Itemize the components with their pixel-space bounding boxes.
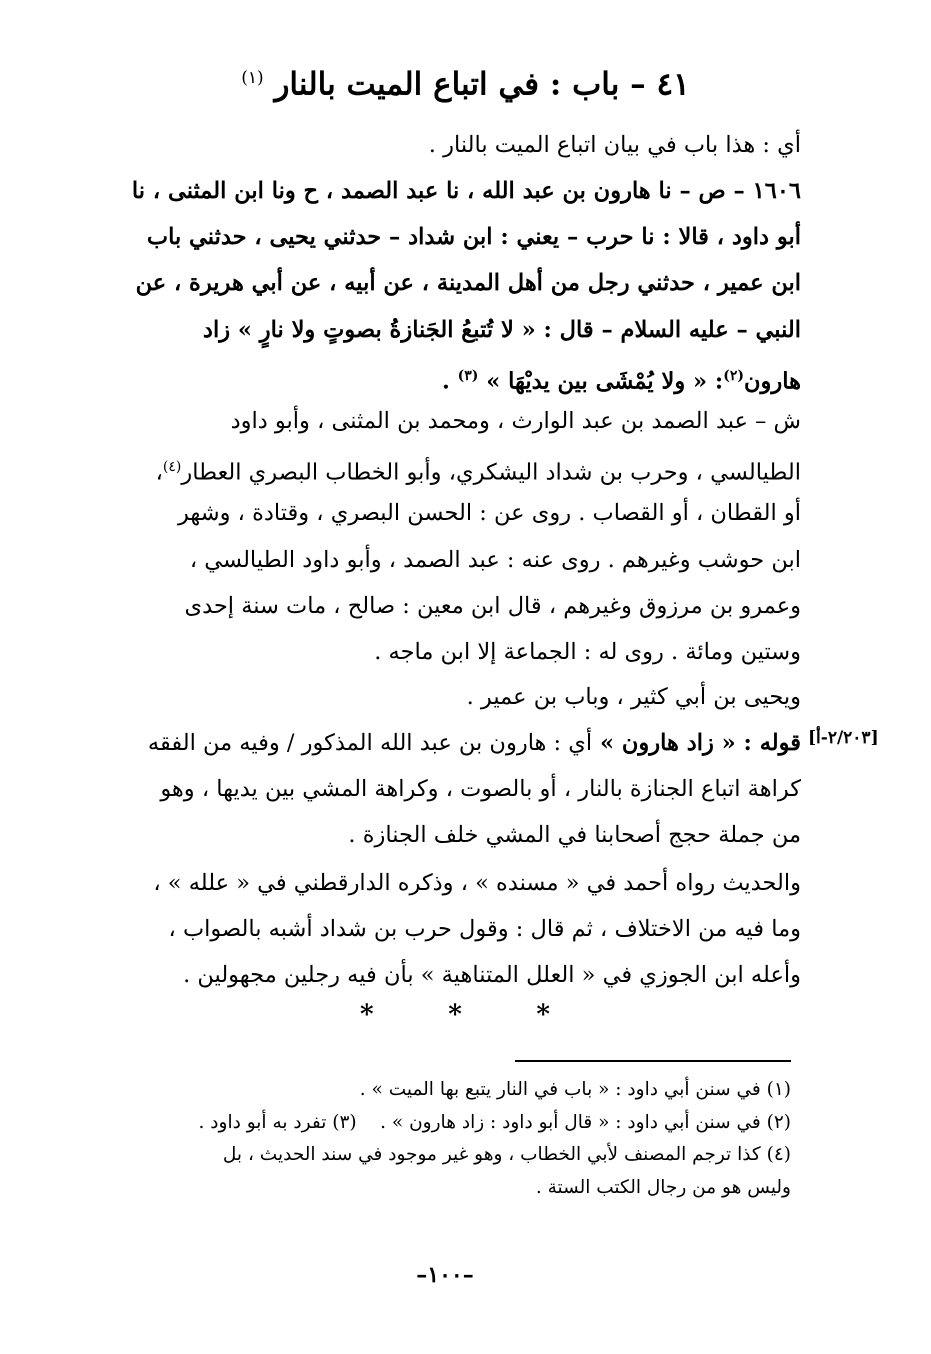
sharh-text-part: ، <box>155 459 163 486</box>
asterisk: * <box>536 1000 550 1030</box>
hadith-line: ١٦٠٦ – ص – نا هارون بن عبد الله ، نا عبد الصمد ، ح ونا ابن المثنى ، نا <box>131 178 801 204</box>
footnote-4: (٤) كذا ترجم المصنف لأبي الخطاب ، وهو غير موجود في سند الحديث ، بل <box>222 1144 791 1165</box>
footnote-row <box>111 1107 791 1140</box>
footnote-marker: (١) <box>241 68 264 88</box>
qawluh-line: كراهة اتباع الجنازة بالنار ، أو بالصوت ، وكراهة المشي بين يديها ، وهو <box>160 776 801 803</box>
takhrij-line: والحديث رواه أحمد في « مسنده » ، وذكره الدارقطني في « علله » ، <box>153 870 801 896</box>
footnote-marker: (٤) <box>162 459 182 476</box>
qawluh-line <box>121 720 801 766</box>
footnote-1: (١) في سنن أبي داود : « باب في النار يتبع بها الميت » . <box>359 1079 791 1100</box>
takhrij-line: وأعله ابن الجوزي في « العلل المتناهية » بأن فيه رجلين مجهولين . <box>183 962 801 989</box>
margin-reference: [٢/٢٠٣-أ] <box>808 728 879 748</box>
yahya-line: ويحيى بن أبي كثير ، وباب بن عمير . <box>466 684 801 710</box>
hadith-line: ابن عمير ، حدثني رجل من أهل المدينة ، عن أبيه ، عن أبي هريرة ، عن <box>135 270 801 297</box>
sharh-line: وعمرو بن مرزوق وغيرهم ، قال ابن معين : صالح ، مات سنة إحدى <box>184 592 801 619</box>
sharh-paragraph <box>121 398 801 675</box>
asterisk: * <box>360 1000 374 1030</box>
intro-line: أي : هذا باب في بيان اتباع الميت بالنار . <box>428 132 801 158</box>
sharh-line: ش – عبد الصمد بن عبد الوارث ، ومحمد بن المثنى ، وأبو داود <box>230 408 801 434</box>
page-number: –١٠٠– <box>416 1262 474 1288</box>
hadith-line: أبو داود ، قالا : نا حرب – يعني : ابن شداد – حدثني يحيى ، حدثني باب <box>146 224 801 251</box>
sharh-line <box>121 444 801 490</box>
yahya-paragraph <box>121 674 801 720</box>
qawluh-paragraph <box>121 720 801 859</box>
section-separator <box>360 1000 550 1030</box>
takhrij-paragraph <box>121 860 801 999</box>
footnote-4-continued: وليس هو من رجال الكتب الستة . <box>535 1176 791 1198</box>
sharh-line: أو القطان ، أو القصاب . روى عن : الحسن البصري ، وقتادة ، وشهر <box>178 500 801 527</box>
footnotes <box>111 1074 791 1204</box>
sharh-text-part: الطيالسي ، وحرب بن شداد اليشكري، وأبو الخطاب البصري العطار <box>181 459 801 486</box>
hadith-text-part: . <box>441 368 458 395</box>
hadith-text <box>121 168 801 399</box>
qawluh-text-part: أي : هارون بن عبد الله المذكور / وفيه من الفقه <box>147 730 593 756</box>
hadith-last-line <box>121 353 801 399</box>
footnote-marker: (٣) <box>457 367 479 384</box>
sharh-line: ابن حوشب وغيرهم . روى عنه : عبد الصمد ، وأبو داود الطيالسي ، <box>189 546 801 573</box>
qawluh-label: قوله : « زاد هارون » <box>592 730 801 756</box>
hadith-text-part: هارون <box>744 368 801 395</box>
qawluh-line: من جملة حجج أصحابنا في المشي خلف الجنازة . <box>348 822 801 849</box>
sharh-line: وستين ومائة . روى له : الجماعة إلا ابن ماجه . <box>374 638 801 665</box>
footnote-marker: (٢) <box>723 367 745 384</box>
hadith-text-part: : « ولا يُمْشَى بين يديْهَا » <box>486 368 724 395</box>
intro-paragraph <box>121 122 801 168</box>
takhrij-line: وما فيه من الاختلاف ، ثم قال : وقول حرب بن شداد أشبه بالصواب ، <box>168 916 801 943</box>
chapter-heading-text: ٤١ – باب : في اتباع الميت بالنار <box>274 66 690 103</box>
footnote-divider <box>515 1060 791 1062</box>
footnote-2: (٢) في سنن أبي داود : « قال أبو داود : زاد هارون » . <box>380 1111 791 1133</box>
footnote-3: (٣) تفرد به أبو داود . <box>198 1111 357 1133</box>
hadith-line: النبي – عليه السلام – قال : « لا تُتبعُ الجَنازةُ بصوتٍ ولا نارٍ » زاد <box>202 316 801 343</box>
asterisk: * <box>448 1000 462 1030</box>
chapter-heading <box>140 58 791 104</box>
